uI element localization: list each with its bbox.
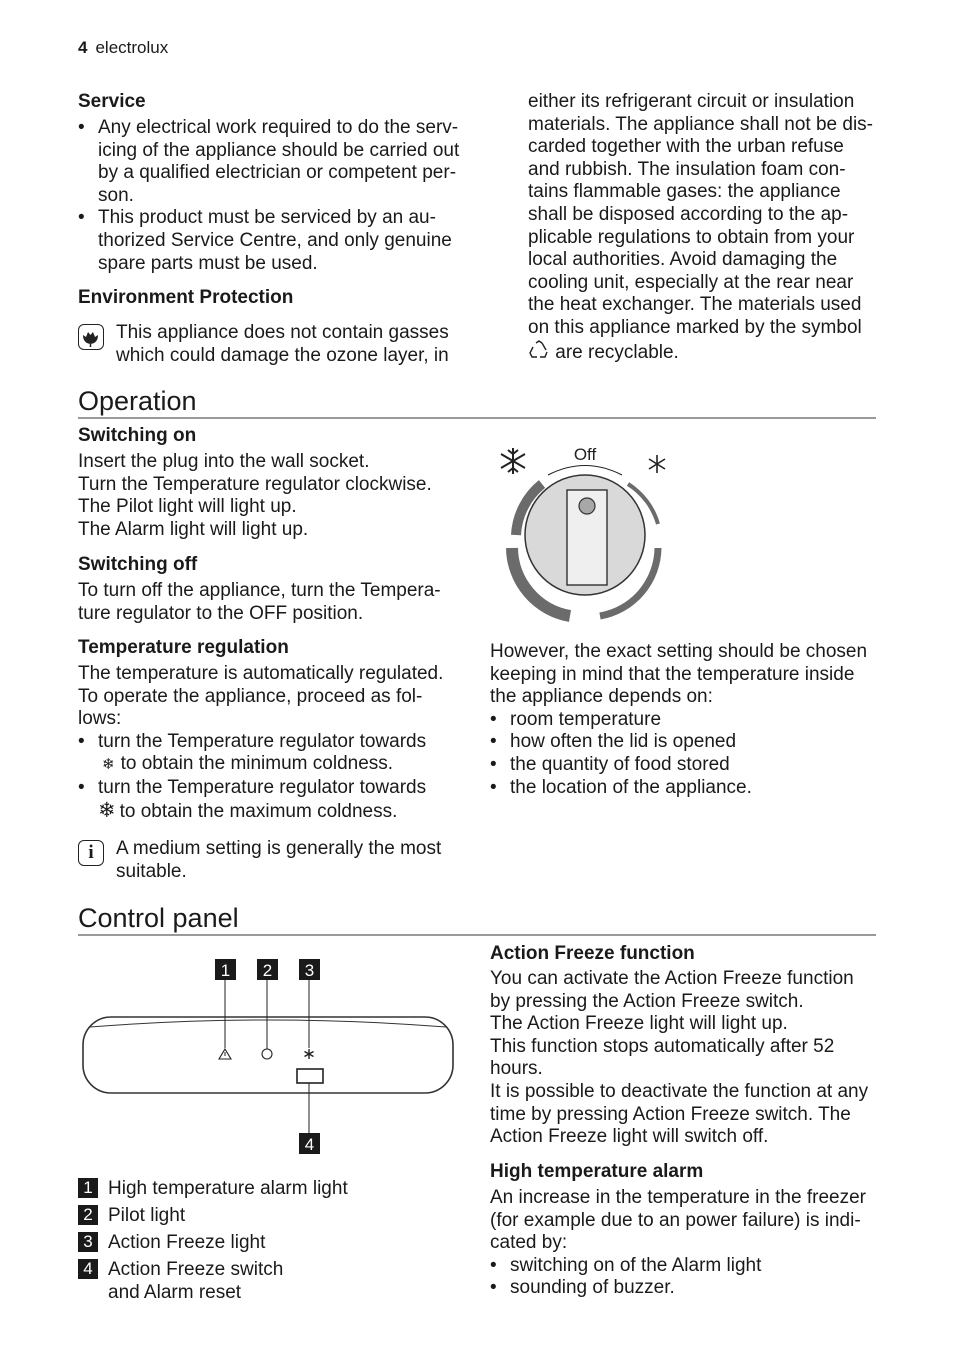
text-line: carded together with the urban refuse bbox=[528, 136, 844, 158]
page-header bbox=[78, 38, 168, 58]
text-line: son. bbox=[98, 184, 134, 206]
switching-off-text bbox=[78, 580, 441, 625]
text-line: hours. bbox=[490, 1058, 543, 1080]
section-divider bbox=[78, 417, 876, 419]
text-line: plicable regulations to obtain from your bbox=[528, 226, 855, 248]
text-line: keeping in mind that the temperature inside bbox=[490, 663, 855, 685]
callout-4 bbox=[299, 1133, 320, 1154]
temperature-bullet bbox=[78, 731, 478, 777]
service-bullet bbox=[78, 207, 478, 275]
info-icon: i bbox=[78, 840, 104, 866]
off-label: Off bbox=[573, 445, 597, 464]
text-line: • turn the Temperature regulator towards bbox=[98, 776, 427, 798]
small-snowflake-icon: ❄ bbox=[102, 756, 115, 774]
svg-text:3: 3 bbox=[304, 961, 315, 980]
text-line: and rubbish. The insulation foam con- bbox=[528, 158, 846, 180]
setting-text bbox=[490, 641, 890, 799]
text-line: are recyclable. bbox=[528, 340, 873, 365]
callout-1 bbox=[215, 959, 236, 980]
legend-label: Action Freeze light bbox=[108, 1232, 266, 1253]
page-number: 4 bbox=[78, 38, 88, 57]
text-line: ❄ to obtain the maximum coldness. bbox=[98, 798, 398, 822]
high-temperature-alarm-text bbox=[490, 1187, 866, 1300]
text-line: either its refrigerant circuit or insulation bbox=[528, 91, 855, 112]
large-snowflake-icon: ❄ bbox=[98, 798, 116, 822]
text-line: To operate the appliance, proceed as fol- bbox=[78, 685, 423, 707]
text-line: by a qualified electrician or competent per- bbox=[98, 162, 457, 184]
text-line: An increase in the temperature in the freezer bbox=[490, 1187, 866, 1208]
text-line: thorized Service Centre, and only genuine bbox=[98, 229, 452, 251]
legend-number: 4 bbox=[78, 1259, 98, 1279]
temperature-bullet bbox=[78, 777, 478, 823]
text-line: • Any electrical work required to do the serv- bbox=[98, 117, 459, 138]
text-line: tains flammable gases: the appliance bbox=[528, 181, 841, 203]
text-line: Action Freeze light will switch off. bbox=[490, 1126, 769, 1148]
environment-text-left bbox=[116, 322, 449, 367]
environment-text-right bbox=[528, 91, 873, 364]
text-line: • This product must be serviced by an au- bbox=[98, 207, 436, 229]
action-freeze-switch[interactable] bbox=[297, 1069, 323, 1083]
text-line: To turn off the appliance, turn the Tempera- bbox=[78, 580, 441, 601]
list-item: • the location of the appliance. bbox=[490, 777, 890, 800]
legend-number: 2 bbox=[78, 1205, 98, 1225]
info-note bbox=[116, 838, 441, 883]
legend-label: Action Freeze switch bbox=[108, 1259, 284, 1280]
switching-off-heading: Switching off bbox=[78, 554, 198, 575]
service-bullet bbox=[78, 117, 478, 207]
text-line: (for example due to an power failure) is indi- bbox=[490, 1209, 861, 1231]
text-line: cated by: bbox=[490, 1232, 568, 1254]
large-snowflake-icon bbox=[501, 448, 525, 474]
text-line: suitable. bbox=[116, 860, 187, 882]
text-line: on this appliance marked by the symbol bbox=[528, 316, 862, 338]
legend-number: 1 bbox=[78, 1178, 98, 1198]
text-line: This appliance does not contain gasses bbox=[116, 322, 449, 343]
temperature-regulation-text bbox=[78, 663, 478, 823]
temperature-regulation-heading: Temperature regulation bbox=[78, 637, 289, 658]
text-line: ture regulator to the OFF position. bbox=[78, 602, 364, 624]
svg-text:4: 4 bbox=[304, 1135, 315, 1154]
text-line: materials. The appliance shall not be dis- bbox=[528, 113, 874, 135]
switching-on-text bbox=[78, 451, 432, 541]
brand-name: electrolux bbox=[95, 38, 169, 57]
legend-number: 3 bbox=[78, 1232, 98, 1252]
list-item: • how often the lid is opened bbox=[490, 731, 890, 754]
text-line: icing of the appliance should be carried out bbox=[98, 139, 460, 161]
switching-on-heading: Switching on bbox=[78, 425, 197, 446]
control-panel-diagram bbox=[78, 955, 458, 1160]
text-line: by pressing the Action Freeze switch. bbox=[490, 990, 804, 1012]
action-freeze-text bbox=[490, 968, 868, 1149]
text-line: The Action Freeze light will light up. bbox=[490, 1013, 788, 1035]
text-line: The Alarm light will light up. bbox=[78, 518, 309, 540]
environment-icon bbox=[78, 324, 104, 350]
service-heading: Service bbox=[78, 91, 146, 112]
text-line: spare parts must be used. bbox=[98, 252, 318, 274]
text-line: local authorities. Avoid damaging the bbox=[528, 249, 838, 271]
text-line: A medium setting is generally the most bbox=[116, 838, 442, 859]
temperature-dial[interactable] bbox=[490, 440, 680, 625]
text-line: Insert the plug into the wall socket. bbox=[78, 451, 370, 472]
legend-label: and Alarm reset bbox=[108, 1282, 242, 1303]
environment-heading: Environment Protection bbox=[78, 287, 294, 308]
panel-body bbox=[83, 1017, 453, 1093]
text-line: • turn the Temperature regulator towards bbox=[98, 730, 427, 752]
recycle-icon bbox=[528, 340, 550, 360]
text-line: the appliance depends on: bbox=[490, 686, 713, 708]
small-snowflake-icon bbox=[649, 455, 665, 473]
action-freeze-heading: Action Freeze function bbox=[490, 943, 695, 964]
text-line: This function stops automatically after 52 bbox=[490, 1035, 835, 1057]
list-item: • switching on of the Alarm light bbox=[490, 1255, 866, 1278]
text-line: which could damage the ozone layer, in bbox=[116, 344, 449, 366]
text-line: Turn the Temperature regulator clockwise. bbox=[78, 473, 432, 495]
text-line: shall be disposed according to the ap- bbox=[528, 203, 849, 225]
legend-label: Pilot light bbox=[108, 1205, 186, 1226]
service-list bbox=[78, 117, 478, 275]
callout-3 bbox=[299, 959, 320, 980]
text-line: the heat exchanger. The materials used bbox=[528, 294, 862, 316]
list-item: • room temperature bbox=[490, 709, 890, 732]
svg-text:2: 2 bbox=[262, 961, 273, 980]
control-panel-title: Control panel bbox=[78, 903, 239, 933]
text-line: The temperature is automatically regulated. bbox=[78, 663, 444, 684]
list-item: • the quantity of food stored bbox=[490, 754, 890, 777]
section-divider bbox=[78, 934, 876, 936]
text-line: time by pressing Action Freeze switch. The bbox=[490, 1103, 851, 1125]
operation-title: Operation bbox=[78, 386, 197, 416]
list-item: • sounding of buzzer. bbox=[490, 1277, 866, 1300]
dial-indicator bbox=[579, 498, 595, 514]
callout-2 bbox=[257, 959, 278, 980]
text-line: You can activate the Action Freeze function bbox=[490, 968, 854, 989]
text-line: cooling unit, especially at the rear near bbox=[528, 271, 854, 293]
text-line: lows: bbox=[78, 708, 122, 730]
legend-label: High temperature alarm light bbox=[108, 1178, 348, 1199]
text-line: However, the exact setting should be chosen bbox=[490, 641, 868, 662]
text-line: ❄ to obtain the minimum coldness. bbox=[102, 753, 394, 775]
text-line: It is possible to deactivate the function at any bbox=[490, 1080, 869, 1102]
text-line: The Pilot light will light up. bbox=[78, 496, 297, 518]
high-temperature-alarm-heading: High temperature alarm bbox=[490, 1161, 704, 1182]
svg-text:1: 1 bbox=[220, 961, 231, 980]
